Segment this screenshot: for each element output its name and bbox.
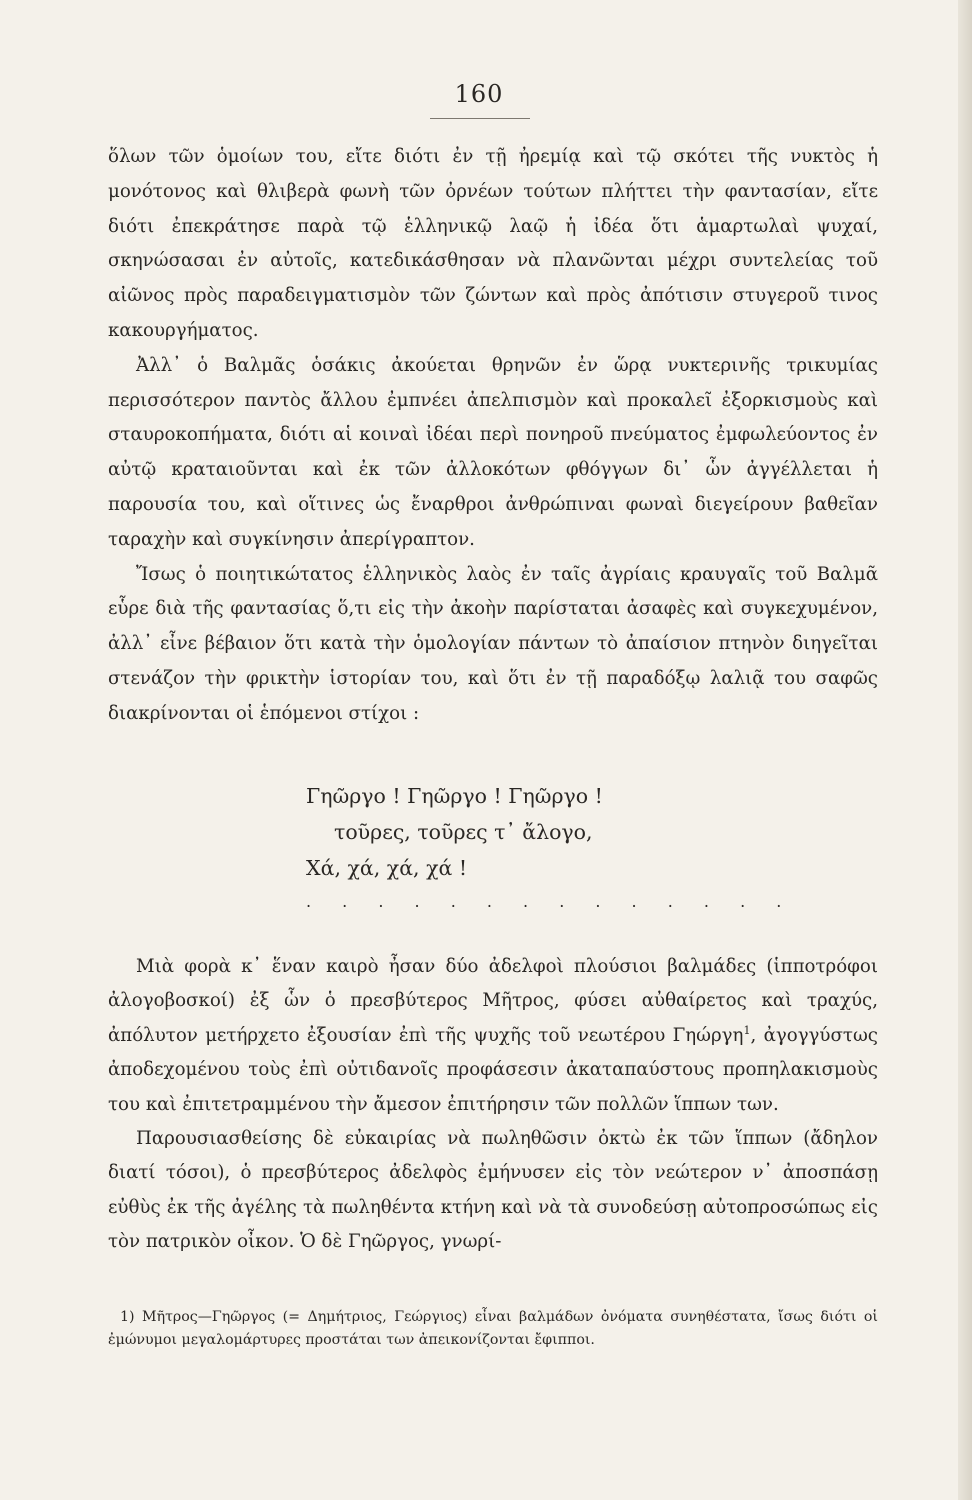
verse-line: Γηῶργο ! Γηῶργο ! Γηῶργο ! (306, 784, 603, 808)
paragraph-continued: ὅλων τῶν ὁμοίων του, εἴτε διότι ἐν τῇ ἠρεμίᾳ καὶ τῷ σκότει τῆς νυκτὸς ἡ μονότονος καὶ θλιβερὰ φωνὴ τῶν ὀρνέων τούτων πλήττει τὴν φαντασίαν, εἴτε διότι ἐπεκράτησε παρὰ τῷ ἑλληνικῷ λαῷ ἡ ἰδέα ὅτι ἁμαρτωλαὶ ψυχαί, σκηνώσασαι ἐν αὐτοῖς, κατεδικάσθησαν νὰ πλανῶνται μέχρι συντελείας τοῦ αἰῶνος πρὸς παραδειγματισμὸν τῶν ζώντων καὶ πρὸς ἀπότισιν στυγεροῦ τινος κακουργήματος. (108, 146, 878, 341)
verse-ellipsis: . . . . . . . . . . . . . . (306, 892, 795, 911)
header-rule (430, 118, 530, 119)
paragraph-story-start (108, 950, 878, 1122)
story-text: , ἀγογγύστως ἀποδεχομένου τοὺς ἐπὶ οὐτιδανοῖς προφάσεσιν ἀκαταπαύστους προπηλακισμοὺς του καὶ ἐπιτετραμμένου τὴν ἄμεσον ἐπιτήρησιν τῶν πολλῶν ἵππων των. (108, 1024, 878, 1115)
verse-line: Χά, χά, χά, χά ! (306, 856, 468, 880)
body-text-upper (108, 140, 878, 732)
footnote-mark: 1 (743, 1023, 751, 1037)
verse-line: τοῦρες, τοῦρες τ᾽ ἄλογο, (334, 820, 593, 844)
footnote (108, 1306, 878, 1352)
body-text-lower (108, 950, 878, 1260)
page-edge (958, 0, 972, 1500)
footnote-text: 1) Μῆτρος—Γηῶργος (= Δημήτριος, Γεώργιος) εἶναι βαλμάδων ὀνόματα συνηθέστατα, ἴσως διότι οἱ ἐμώνυμοι μεγαλομάρτυρες προστάται των ἀπεικονίζονται ἔφιπποι. (108, 1309, 878, 1348)
paragraph-valmas: Ἀλλ᾽ ὁ Βαλμᾶς ὁσάκις ἀκούεται θρηνῶν ἐν ὥρᾳ νυκτερινῆς τρικυμίας περισσότερον παντὸς ἄλλου ἐμπνέει ἀπελπισμὸν καὶ προκαλεῖ ἐξορκισμοὺς καὶ σταυροκοπήματα, διότι αἱ κοιναὶ ἰδέαι περὶ πονηροῦ πνεύματος ἐμφωλεύοντος ἐν αὐτῷ κραταιοῦνται καὶ ἐκ τῶν ἀλλοκότων φθόγγων δι᾽ ὧν ἀγγέλλεται ἡ παρουσία του, καὶ οἵτινες ὡς ἔναρθροι ἀνθρώπιναι φωναὶ διεγείρουν βαθεῖαν ταραχὴν καὶ συγκίνησιν ἀπερίγραπτον. (108, 354, 878, 550)
paragraph-isos: Ἴσως ὁ ποιητικώτατος ἑλληνικὸς λαὸς ἐν ταῖς ἀγρίαις κραυγαῖς τοῦ Βαλμᾶ εὗρε διὰ τῆς φαντασίας ὅ,τι εἰς τὴν ἀκοὴν παρίσταται ἀσαφὲς καὶ συγκεχυμένον, ἀλλ᾽ εἶνε βέβαιον ὅτι κατὰ τὴν ὁμολογίαν πάντων τὸ ἀπαίσιον πτηνὸν διηγεῖται στενάζον τὴν φρικτὴν ἱστορίαν του, καὶ ὅτι ἐν τῇ παραδόξῳ λαλιᾷ του σαφῶς διακρίνονται οἱ ἑπόμενοι στίχοι : (108, 563, 878, 724)
page-number: 160 (454, 80, 504, 108)
story-text: Μιὰ φορὰ κ᾽ ἕναν καιρὸ ἦσαν δύο ἀδελφοὶ πλούσιοι βαλμάδες (ἱπποτρόφοι ἀλογοβοσκοί) ἐξ ὧν ὁ πρεσβύτερος Μῆτρος, φύσει αὐθαίρετος καὶ τραχύς, ἀπόλυτον μετήρχετο ἐξουσίαν ἐπὶ τῆς ψυχῆς τοῦ νεωτέρου Γηώργη (108, 956, 878, 1046)
paragraph-story-sale: Παρουσιασθείσης δὲ εὐκαιρίας νὰ πωληθῶσιν ὀκτὼ ἐκ τῶν ἵππων (ἄδηλον διατί τόσοι), ὁ πρεσβύτερος ἀδελφὸς ἐμήνυσεν εἰς τὸν νεώτερον ν᾽ ἀποσπάσῃ εὐθὺς ἐκ τῆς ἀγέλης τὰ πωληθέντα κτήνη καὶ νὰ τὰ συνοδεύσῃ αὐτοπροσώπως εἰς τὸν πατρικὸν οἶκον. Ὁ δὲ Γηῶργος, γνωρί- (108, 1128, 878, 1253)
verse-block (306, 778, 603, 886)
